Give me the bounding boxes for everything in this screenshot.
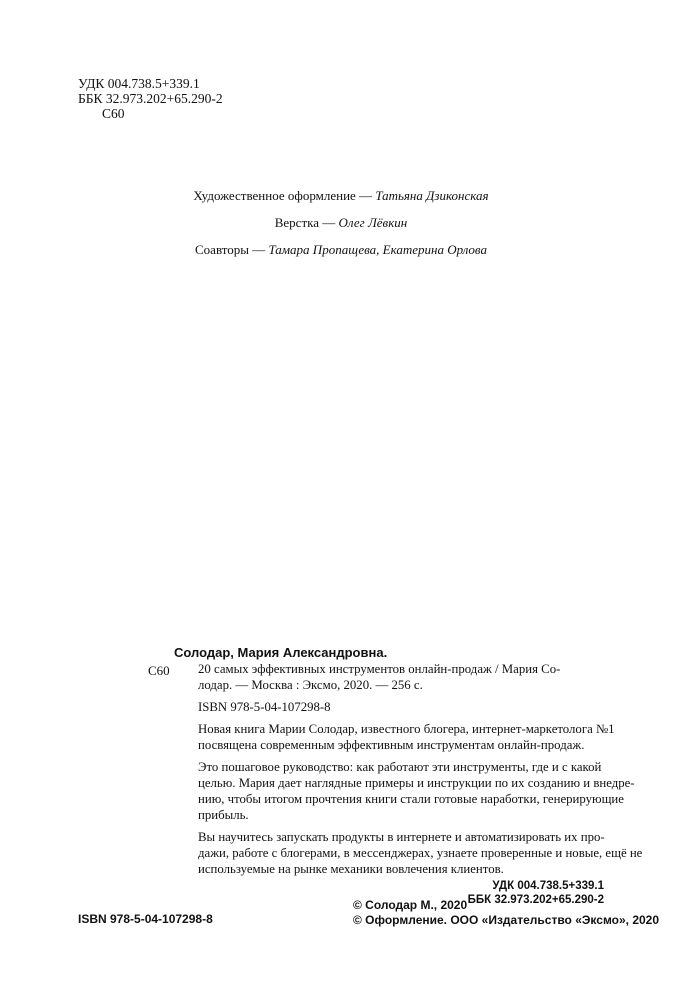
credit-name: Татьяна Дзиконская: [375, 188, 489, 203]
card-author-sign: С60: [148, 663, 170, 678]
annotation-paragraph-2: [198, 759, 635, 823]
annotation-line: посвящена современным эффективным инструментам онлайн-продаж.: [198, 738, 585, 752]
credit-layout: [0, 215, 682, 231]
copyright-design: © Оформление. ООО «Издательство «Эксмо», 2020: [353, 913, 660, 927]
annotation-paragraph-3: [198, 829, 643, 877]
credit-design: [0, 188, 682, 204]
annotation-line: Новая книга Марии Солодар, известного блогера, интернет-маркетолога №1: [198, 722, 615, 736]
header-classification-codes: [78, 76, 223, 121]
footer-isbn: ISBN 978-5-04-107298-8: [78, 912, 213, 926]
bbk-code: ББК 32.973.202+65.290-2: [78, 91, 223, 106]
credit-role: Художественное оформление —: [193, 188, 376, 203]
catalog-card: [174, 645, 643, 907]
annotation-line: Вы научитесь запускать продукты в интернете и автоматизировать их про-: [198, 830, 605, 844]
author-sign: С60: [102, 106, 125, 121]
credit-name: Олег Лёвкин: [338, 215, 408, 230]
annotation-line: нию, чтобы итогом прочтения книги стали готовые наработки, генерирующие: [198, 792, 624, 806]
credit-coauthors: [0, 242, 682, 258]
credit-role: Соавторы —: [195, 242, 269, 257]
copyright-block: [353, 898, 659, 928]
udk-code: УДК 004.738.5+339.1: [78, 76, 200, 91]
card-title-line-2: лодар. — Москва : Эксмо, 2020. — 256 с.: [198, 678, 423, 692]
card-udk: УДК 004.738.5+339.1: [492, 880, 604, 892]
card-bbk: ББК 32.973.202+65.290-2: [467, 894, 604, 906]
copyright-author: © Солодар М., 2020: [353, 898, 468, 912]
annotation-paragraph-1: [198, 721, 618, 753]
credit-name: Тамара Пропащева, Екатерина Орлова: [268, 242, 487, 257]
annotation-line: прибыль.: [198, 808, 249, 822]
annotation-line: целью. Мария дает наглядные примеры и инструкции по их созданию и внедре-: [198, 776, 635, 790]
card-isbn: ISBN 978-5-04-107298-8: [198, 700, 331, 714]
annotation-line: используемые на рынке механики вовлечения клиентов.: [198, 862, 504, 876]
card-author: Солодар, Мария Александровна.: [174, 645, 388, 660]
annotation-line: Это пошаговое руководство: как работают эти инструменты, где и с какой: [198, 760, 602, 774]
credit-role: Верстка —: [274, 215, 339, 230]
annotation-line: дажи, работе с блогерами, в мессенджерах, узнаете проверенные и новые, ещё не: [198, 846, 643, 860]
card-title-line-1: 20 самых эффективных инструментов онлайн-продаж / Мария Со-: [198, 662, 561, 676]
